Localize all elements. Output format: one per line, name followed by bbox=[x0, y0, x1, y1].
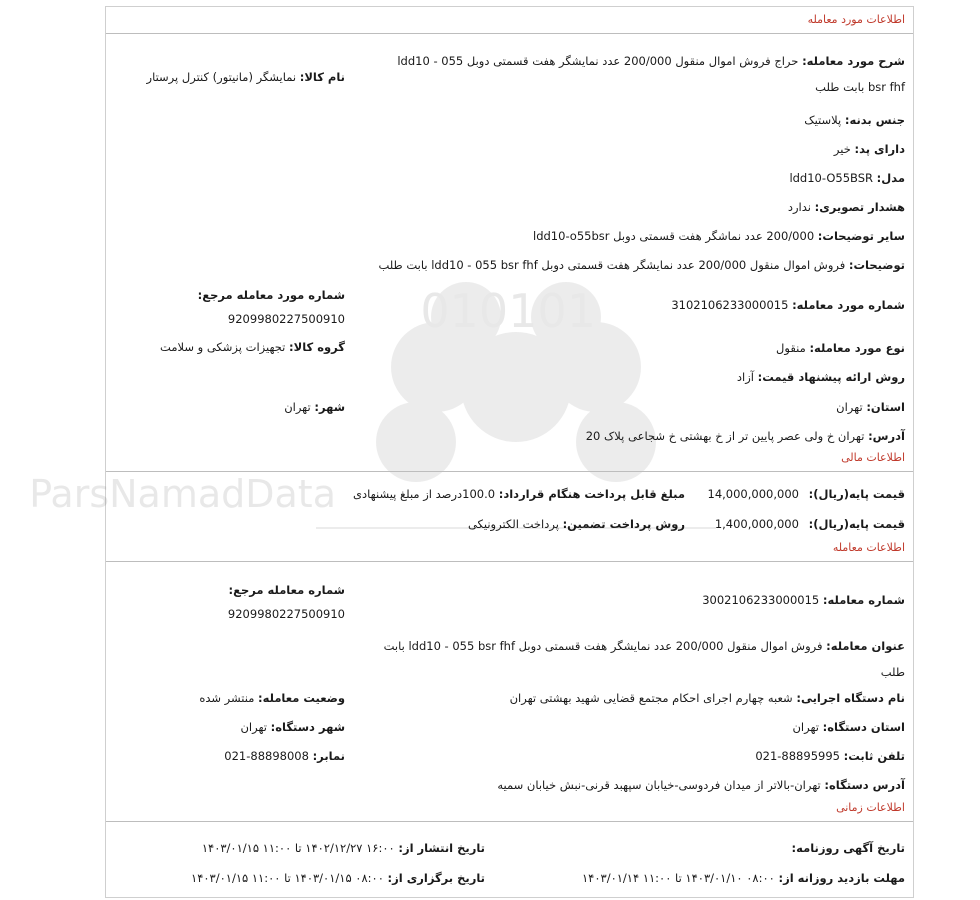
has-stand-field bbox=[834, 139, 905, 159]
goods-group-value: تجهیزات پزشکی و سلامت bbox=[160, 340, 286, 354]
base-price2-field bbox=[715, 514, 905, 534]
agency-label: نام دستگاه اجرایی: bbox=[796, 691, 905, 705]
hold-date-field bbox=[191, 868, 485, 888]
section-title: اطلاعات مالی bbox=[841, 451, 905, 464]
other-desc-value: 200/000 عدد نماشگر هفت قسمتی دوبل ldd10-o55bsr bbox=[533, 229, 815, 243]
deal-type-field bbox=[776, 338, 905, 358]
phone-field bbox=[755, 746, 905, 766]
city-label: شهر: bbox=[314, 400, 345, 414]
section-header-transaction bbox=[106, 535, 913, 562]
publish-date-value: ۱۶:۰۰ ۱۴۰۲/۱۲/۲۷ تا ۱۱:۰۰ ۱۴۰۳/۰۱/۱۵ bbox=[201, 841, 395, 855]
model-field bbox=[789, 168, 905, 188]
notes-field bbox=[378, 255, 905, 275]
province-field bbox=[836, 397, 905, 417]
deal-number-value: 3102106233000015 bbox=[671, 298, 789, 312]
agency-province-value: تهران bbox=[792, 720, 819, 734]
transaction-ref-value: 9209980227500910 bbox=[227, 607, 345, 621]
phone-value: 88895995-021 bbox=[755, 749, 840, 763]
base-price-label: قیمت پایه(ریال): bbox=[808, 487, 905, 501]
transaction-number-value: 3002106233000015 bbox=[702, 593, 820, 607]
watermark-brand: ParsNamadData bbox=[29, 472, 336, 516]
section-title: اطلاعات معامله bbox=[832, 541, 905, 554]
deal-type-label: نوع مورد معامله: bbox=[809, 341, 905, 355]
status-label: وضعیت معامله: bbox=[258, 691, 345, 705]
agency-city-label: شهر دستگاه: bbox=[270, 720, 345, 734]
goods-name-field bbox=[147, 67, 345, 87]
province-value: تهران bbox=[836, 400, 863, 414]
goods-group-field bbox=[160, 337, 345, 357]
transaction-title-value: فروش اموال منقول 200/000 عدد نمایشگر هفت قسمتی دوبل ldd10 - 055 bsr fhf بابت طلب bbox=[383, 639, 905, 679]
ref-number-value-field bbox=[228, 309, 345, 329]
item-description-label: شرح مورد معامله: bbox=[802, 54, 905, 68]
transaction-ref-label: شماره معامله مرجع: bbox=[228, 583, 345, 597]
model-label: مدل: bbox=[876, 171, 905, 185]
hold-date-label: تاریخ برگزاری از: bbox=[387, 871, 485, 885]
payable-value: 100.0درصد از مبلغ پیشنهادی bbox=[353, 487, 496, 501]
price-method-field bbox=[737, 367, 905, 387]
image-warning-label: هشدار تصویری: bbox=[814, 200, 905, 214]
visit-date-label: مهلت بازدید روزانه از: bbox=[778, 871, 905, 885]
goods-group-label: گروه کالا: bbox=[289, 340, 345, 354]
fax-field bbox=[224, 746, 345, 766]
guarantee-field bbox=[468, 514, 685, 534]
agency-address-label: آدرس دستگاه: bbox=[824, 778, 905, 792]
agency-city-field bbox=[240, 717, 345, 737]
city-value: تهران bbox=[284, 400, 311, 414]
province-label: استان: bbox=[866, 400, 905, 414]
goods-name-label: نام کالا: bbox=[299, 70, 345, 84]
status-field bbox=[199, 688, 345, 708]
visit-date-value: ۰۸:۰۰ ۱۴۰۳/۰۱/۱۰ تا ۱۱:۰۰ ۱۴۰۳/۰۱/۱۴ bbox=[581, 871, 775, 885]
ref-number-label: شماره مورد معامله مرجع: bbox=[197, 288, 345, 302]
agency-field bbox=[510, 688, 905, 708]
agency-value: شعبه چهارم اجرای احکام مجتمع قضایی شهید بهشتی تهران bbox=[509, 691, 793, 705]
section-title: اطلاعات زمانی bbox=[836, 801, 905, 814]
address-field bbox=[586, 426, 905, 446]
item-description-value: حراج فروش اموال منقول 200/000 عدد نمایشگر هفت قسمتی دوبل ldd10 - 055 bsr fhf بابت طلب bbox=[397, 54, 905, 94]
base-price-field bbox=[708, 484, 906, 504]
transaction-ref-label-field bbox=[229, 580, 346, 600]
body-type-value: پلاستیک bbox=[804, 113, 842, 127]
agency-city-value: تهران bbox=[240, 720, 267, 734]
watermark-digits: 010101 bbox=[420, 284, 596, 338]
newspaper-date-field bbox=[792, 838, 905, 858]
hold-date-value: ۰۸:۰۰ ۱۴۰۳/۰۱/۱۵ تا ۱۱:۰۰ ۱۴۰۳/۰۱/۱۵ bbox=[191, 871, 384, 885]
base-price2-label: قیمت پایه(ریال): bbox=[808, 517, 905, 531]
publish-date-label: تاریخ انتشار از: bbox=[398, 841, 485, 855]
other-desc-field bbox=[533, 226, 905, 246]
body-type-field bbox=[804, 110, 905, 130]
address-label: آدرس: bbox=[868, 429, 905, 443]
base-price-value: 14,000,000,000 bbox=[707, 487, 799, 501]
has-stand-label: دارای پد: bbox=[854, 142, 905, 156]
agency-province-field bbox=[792, 717, 905, 737]
deal-info-panel bbox=[29, 6, 914, 898]
fax-label: نمابر: bbox=[312, 749, 345, 763]
base-price2-value: 1,400,000,000 bbox=[714, 517, 799, 531]
deal-type-value: منقول bbox=[776, 341, 806, 355]
price-method-value: آزاد bbox=[736, 370, 754, 384]
payable-field bbox=[353, 484, 685, 504]
image-warning-field bbox=[788, 197, 905, 217]
publish-date-field bbox=[202, 838, 485, 858]
payable-label: مبلغ قابل پرداخت هنگام قرارداد: bbox=[498, 487, 685, 501]
transaction-number-field bbox=[702, 590, 905, 610]
section-header-financial bbox=[106, 445, 913, 472]
address-value: تهران خ ولی عصر پایین تر از خ بهشتی خ شجاعی پلاک 20 bbox=[585, 429, 865, 443]
section-title: اطلاعات مورد معامله bbox=[807, 13, 905, 26]
image-warning-value: ندارد bbox=[787, 200, 811, 214]
has-stand-value: خیر bbox=[833, 142, 851, 156]
transaction-number-label: شماره معامله: bbox=[822, 593, 905, 607]
section-header-deal-info bbox=[106, 7, 913, 34]
deal-number-label: شماره مورد معامله: bbox=[792, 298, 905, 312]
notes-value: فروش اموال منقول 200/000 عدد نمایشگر هفت قسمتی دوبل ldd10 - 055 bsr fhf بابت طلب bbox=[378, 258, 846, 272]
transaction-title-label: عنوان معامله: bbox=[826, 639, 905, 653]
phone-label: تلفن ثابت: bbox=[843, 749, 905, 763]
price-method-label: روش ارائه پیشنهاد قیمت: bbox=[757, 370, 905, 384]
newspaper-date-label: تاریخ آگهی روزنامه: bbox=[791, 841, 905, 855]
model-value: ldd10-O55BSR bbox=[789, 171, 873, 185]
guarantee-value: پرداخت الکترونیکی bbox=[467, 517, 559, 531]
deal-number-field bbox=[671, 295, 905, 315]
goods-name-value: نمایشگر (مانیتور) کنترل پرستار bbox=[146, 70, 297, 84]
ref-number-label-field bbox=[198, 285, 345, 305]
agency-province-label: استان دستگاه: bbox=[822, 720, 905, 734]
guarantee-label: روش پرداخت تضمین: bbox=[562, 517, 685, 531]
city-field bbox=[284, 397, 345, 417]
fax-value: 88898008-021 bbox=[224, 749, 309, 763]
status-value: منتشر شده bbox=[199, 691, 255, 705]
section-header-timing bbox=[106, 795, 913, 822]
visit-date-field bbox=[582, 868, 905, 888]
transaction-title-field bbox=[380, 633, 905, 685]
transaction-ref-value-field bbox=[228, 604, 345, 624]
item-description-field bbox=[385, 48, 905, 100]
agency-address-field bbox=[497, 775, 905, 795]
notes-label: توضیحات: bbox=[848, 258, 905, 272]
other-desc-label: سایر توضیحات: bbox=[817, 229, 905, 243]
ref-number-value: 9209980227500910 bbox=[227, 312, 345, 326]
body-type-label: جنس بدنه: bbox=[844, 113, 905, 127]
agency-address-value: تهران-بالاتر از میدان فردوسی-خیابان سپهبد قرنی-نبش خیابان سمیه bbox=[497, 778, 821, 792]
